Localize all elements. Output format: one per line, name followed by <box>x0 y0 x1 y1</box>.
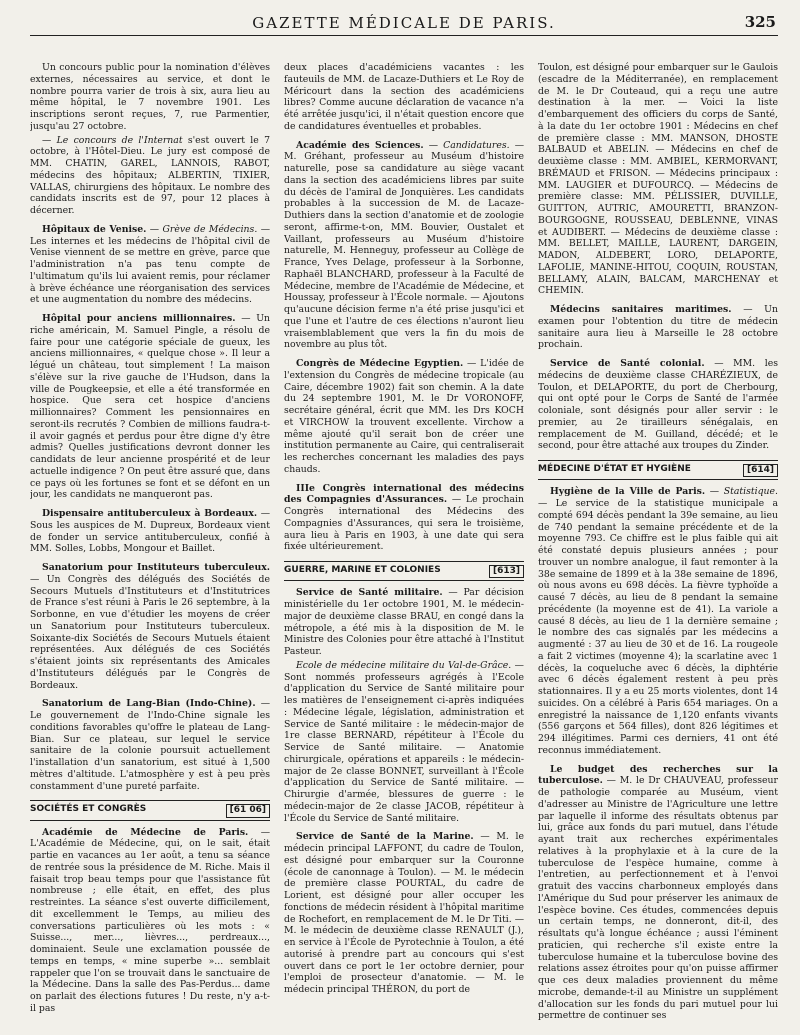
article-paragraph <box>284 660 524 825</box>
article-title: IIIe Congrès international des médecins des Compagnies d'Assurances. <box>284 482 524 506</box>
article-title: Académie des Sciences. <box>296 139 424 151</box>
article <box>30 313 270 501</box>
column-1 <box>30 62 270 1027</box>
article-text: — Le gouvernement de l'Indo-Chine signale les conditions favorables qu'offre le plateau de Lang-Bian. Sur ce plateau, sur lequel le service sanitaire de la colonie poursuit actuellement l'installation d'un sanatorium, est situé à 1,500 mètres d'altitude. L'atmosphère y est à peu près constamment d'une pureté parfaite. <box>30 698 270 792</box>
article-text: — Un examen pour l'obtention du titre de médecin sanitaire aura lieu à Marseille le 28 octobre prochain. <box>538 304 778 351</box>
page-header <box>30 10 778 34</box>
article-title: Service de Santé colonial. <box>550 358 705 369</box>
article <box>284 831 524 996</box>
article-text: — M. Gréhant, professeur au Muséum d'histoire naturelle, pose sa candidature au siège vacant dans la section des académiciens libres par suite du décès de l'amiral de Jonquières. Les candidats probables à la succession de M. de Lacaze-Duthiers dans la section d'anatomie et de zoologie seront, affirme-t-on, MM. Bouvier, Oustalet et Vaillant, professeurs au Muséum d'histoire naturelle, M. Henneguy, professeur au Collège de France, Yves Delage, professeur à la Sorbonne, Raphaël BLANCHARD, professeur à la Faculté de Médecine, membre de l'Académie de Médecine, et Houssay, professeur à l'École normale. — Ajoutons qu'aucune décision ferme n'a été prise jusqu'ici et que l'une et l'autre de ces élections n'auront lieu vraisemblablement que vers la fin du mois de novembre au plus tôt. <box>284 139 524 351</box>
article-text: — MM. les médecins de deuxième classe CHARÉZIEUX, de Toulon, et DELAPORTE, du port de Cherbourg, qui ont opté pour le Corps de Santé de l'armée coloniale, sont désignés pour aller servir : le premier, au 2e tirailleurs sénégalais, en remplacement de M. Guilland, décédé; et le second, pour être attaché aux troupes du Zinder. <box>538 358 778 452</box>
section-title: SOCIÉTÉS ET CONGRÈS <box>30 804 147 815</box>
article-title: Sanatorium de Lang-Bian (Indo-Chine). <box>42 698 256 710</box>
article-paragraph <box>30 135 270 217</box>
article <box>538 486 778 756</box>
section-code: [61 06] <box>226 804 270 817</box>
article-title: Hôpital pour anciens millionnaires. <box>42 313 236 324</box>
article <box>284 483 524 554</box>
article-tag: — Candidatures. <box>423 139 510 151</box>
journal-title: GAZETTE MÉDICALE DE PARIS. <box>252 14 556 32</box>
page-number: 325 <box>744 13 776 31</box>
article-title: Le budget des recherches sur la tuberculose. <box>538 763 778 787</box>
section-title: MÉDECINE D'ÉTAT ET HYGIÈNE <box>538 464 691 474</box>
article <box>538 304 778 351</box>
article-text: — Un Congrès des délégués des Sociétés de Secours Mutuels d'Instituteurs et d'Institutrices de France s'est réuni à Paris le 26 septembre, à la Sorbonne, en vue d'étudier les moyens de créer un Sanatorium pour Instituteurs tuberculeux. Soixante-dix Sociétés de Secours Mutuels étaient représentées. Aux délégués de ces Sociétés s'étaient joints six représentants des Amicales d'Instituteurs délégués par le Congrès de Bordeaux. <box>30 573 270 691</box>
article-title: Médecins sanitaires maritimes. <box>550 304 732 315</box>
article-text: — M. le médecin principal LAFFONT, du cadre de Toulon, est désigné pour embarquer sur la Couronne (école de canonnage à Toulon). — M. le médecin de première classe POURTAL, du cadre de Lorient, est désigné pour aller occuper les fonctions de médecin résident à l'hôpital maritime de Rochefort, en remplacement de M. le Dr Titi. — M. le médecin de deuxième classe RENAULT (J.), en service à l'École de Pyrotechnie à Toulon, a été autorisé à prendre part au concours qui s'est ouvert dans ce port le 1er octobre dernier, pour l'emploi de prosecteur d'anatomie. — M. le médecin principal THÉRON, du port de <box>284 831 524 996</box>
article-text: — Le prochain Congrès international des Médecins des Compagnies d'Assurances, qui sera le troisième, aura lieu à Paris en 1903, à une date qui sera fixée ultérieurement. <box>284 494 524 553</box>
section-code: [614] <box>743 464 778 477</box>
article-tag: Ecole de médecine militaire du Val-de-Grâce. <box>296 659 512 671</box>
article-text: — Par décision ministérielle du 1er octobre 1901, M. le médecin-major de deuxième classe BRAU, en congé dans la métropole, a été mis à la disposition de M. le Ministre des Colonies pour être attaché à l'Institut Pasteur. <box>284 587 524 658</box>
article-paragraph: Toulon, est désigné pour embarquer sur le Gaulois (escadre de la Méditerranée), en remplacement de M. le Dr Couteaud, qui a reçu une autre destination à la mer. — Voici la liste d'embarquement des officiers du corps de Santé, à la date du 1er octobre 1901 : Médecins en chef de première classe : MM. MANSON, DHOSTE BALBAUD et ABELIN. — Médecins en chef de deuxième classe : MM. AMBIEL, KERMORVANT, BRÉMAUD et FRISON. — Médecins principaux : MM. LAUGIER et DUFOURCQ. — Médecins de première classe: MM. PÉLISSIER, DUVILLE, GUITTON, AUTRIC, AMOURETTI, BRANZON-BOURGOGNE, ROUSSEAU, DEBLENNE, VINAS et AUDIBERT. — Médecins de deuxième classe : MM. BELLET, MAILLE, LAURENT, DARGEIN, MADON, ALDEBERT, LORO, DELAPORTE, LAFOLIE, MANINE-HITOU, COQUIN, ROUSTAN, BELLAMY, ALAIN, BALCAM, MARCHENAY et CHEMIN. <box>538 62 778 297</box>
article-text: s'est ouvert le 7 octobre, à l'Hôtel-Dieu. Le jury est composé de MM. CHATIN, GAREL, LANNOIS, RABOT, médecins des hôpitaux; ALBERTIN, TIXIER, VALLAS, chirurgiens des hôpitaux. Le nombre des candidats inscrits est de 97, pour 12 places à décerner. <box>30 134 270 216</box>
article-text: — L'idée de l'extension du Congrès de médecine tropicale (au Caire, décembre 1902) fait son chemin. A la date du 24 septembre 1901, M. le Dr VORONOFF, secrétaire général, écrit que MM. les Drs KOCH et VIRCHOW la trouvent excellente. Virchow a même ajouté qu'il serait bon de créer une institution permanente au Caire, qui centraliserait les recherches concernant les maladies des pays chauds. <box>284 358 524 475</box>
article-title: Congrès de Médecine Egyptien. <box>296 358 464 369</box>
column-3 <box>538 62 778 1027</box>
article-paragraph: Un concours public pour la nomination d'élèves externes, nécessaires au service, et dont le nombre pourra varier de trois à six, aura lieu au même hôpital, le 7 novembre 1901. Les inscriptions seront reçues, 7, rue Parmentier, jusqu'au 27 octobre. <box>30 62 270 132</box>
text-columns <box>30 62 778 1027</box>
article-text: — Un riche américain, M. Samuel Pingle, a résolu de faire pour une catégorie spéciale de gueux, les anciens millionnaires, « quelque chose ». Il leur a légué un château, tout simplement ! La maison s'élève sur la rive gauche de l'Hudson, dans la ville de Pougkeepsie, et elle a été transformée en hospice. Que sera cet hospice d'anciens millionnaires? Comment les pensionnaires en seront-ils recrutés ? Combien de millions faudra-t-il avoir gagnés et perdus pour être digne d'y être admis? Quelles justifications devront donner les candidats de leur ancienne prospérité et de leur actuelle indigence ? On peut être assuré que, dans ce pays où les fortunes se font et se défont en un jour, les candidats ne manqueront pas. <box>30 313 270 501</box>
section-header <box>284 561 524 581</box>
article <box>30 827 270 1015</box>
section-header <box>30 800 270 820</box>
article-text: — Sont nommés professeurs agrégés à l'Ecole d'application du Service de Santé militaire pour les matières de l'enseignement ci-après indiquées : Médecine légale, législation, administration et Service de Santé militaire : le médecin-major de 1re classe BERNARD, répétiteur à l'École du Service de Santé militaire. — Anatomie chirurgicale, opérations et appareils : le médecin-major de 2e classe BONNET, surveillant à l'École d'application du Service de Santé militaire. — Chirurgie d'armée, blessures de guerre : le médecin-major de 2e classe JACOB, répétiteur à l'École du Service de Santé militaire. <box>284 659 524 824</box>
article-paragraph: deux places d'académiciens vacantes : les fauteuils de MM. de Lacaze-Duthiers et Le Roy de Méricourt dans la section des académiciens libres? Comme aucune déclaration de vacance n'a été arrêtée jusqu'ici, il n'était question encore que de candidatures éventuelles et probables. <box>284 62 524 132</box>
section-code: [613] <box>489 565 524 578</box>
article <box>284 140 524 352</box>
header-rule <box>30 35 778 36</box>
article <box>30 562 270 691</box>
article-text: — L'Académie de Médecine, qui, on le sait, était partie en vacances au 1er août, a tenu sa séance de rentrée sous la présidence de M. Riche. Mais il faisait trop beau temps pour que l'assistance fût nombreuse ; elle était, en effet, des plus restreintes. La séance s'est ouverte difficilement, dit excellemment le Temps, au milieu des conversations particulières où les mots : « Suisse..., mer..., lièvres..., perdreaux..., dominaient. Seule une exclamation poussée de temps en temps, « mine superbe »... semblait rappeler que l'on se trouvait dans le sanctuaire de la Médecine. Dans la salle des Pas-Perdus... dame on parlait des élections futures ! Du reste, n'y a-t-il pas <box>30 826 270 1014</box>
article <box>538 764 778 1023</box>
article-text: — Le service de la statistique municipale a compté 694 décès pendant la 39e semaine, au lieu de 740 pendant la semaine précédente et de la moyenne 793. Ce chiffre est le plus faible qui ait été constaté depuis plusieurs années ; pour trouver un nombre analogue, il faut remonter à la 38e semaine de 1899 et à la 38e semaine de 1896, où nous avons eu 698 décès. La fièvre typhoïde a causé 7 décès, au lieu de 8 pendant la semaine précédente (la moyenne est de 41). La variole a causé 8 décès, au lieu de 1 la dernière semaine ; le nombre des cas signalés par les médecins a augmenté : 37 au lieu de 30 et de 16. La rougeole a fait 2 victimes (moyenne 4); la scarlatine avec 1 décès, la coqueluche avec 6 décès, la diphtérie avec 6 décès également restent à peu près stationnaires. Il y a eu 25 morts violentes, dont 14 suicides. On a célébré à Paris 654 mariages. On a enregistré la naissance de 1,120 enfants vivants (556 garçons et 564 filles), dont 826 légitimes et 294 illégitimes. Parmi ces derniers, 41 ont été reconnus immédiatement. <box>538 498 778 756</box>
article-title: Sanatorium pour Instituteurs tuberculeux. <box>42 562 270 573</box>
article <box>30 698 270 792</box>
article <box>30 224 270 306</box>
column-2 <box>284 62 524 1027</box>
section-title: GUERRE, MARINE ET COLONIES <box>284 565 441 575</box>
article <box>284 587 524 658</box>
article <box>538 358 778 452</box>
article <box>284 358 524 476</box>
article <box>30 508 270 555</box>
article-title: Hygiène de la Ville de Paris. <box>550 486 706 498</box>
article-tag: — Grève de Médecins. <box>146 223 258 235</box>
article-text: — Les internes et les médecins de l'hôpital civil de Venise viennent de se mettre en grève, parce que l'administration n'a pas tenu compte de l'ultimatum qu'ils lui avaient remis, pour réclamer à brève échéance une réorganisation des services et une augmentation du nombre des médecins. <box>30 223 270 306</box>
article-title: Dispensaire antituberculeux à Bordeaux. <box>42 508 258 519</box>
article-title: Service de Santé militaire. <box>296 587 443 599</box>
article-tag: — Le concours de l'Internat <box>42 134 183 146</box>
article-text: — Sous les auspices de M. Dupreux, Bordeaux vient de fonder un service antituberculeux, confié à MM. Solles, Lobbs, Mongour et Baillet. <box>30 508 270 555</box>
article-tag: — Statistique. <box>705 486 778 498</box>
article-title: Académie de Médecine de Paris. <box>42 826 249 838</box>
article-title: Service de Santé de la Marine. <box>296 831 474 843</box>
article-title: Hôpitaux de Venise. <box>42 223 147 235</box>
article-text: — M. le Dr CHAUVEAU, professeur de pathologie comparée au Muséum, vient d'adresser au Ministre de l'Agriculture une lettre par laquelle il informe des résultats obtenus par lui, grâce aux fonds du pari mutuel, dans l'étude ayant trait aux recherches expérimentales relatives à la prophylaxie et à la cure de la tuberculose de l'espèce humaine, comme à l'entretien, au perfectionnement et à l'envoi gratuit des vaccins charbonneux employés dans l'Amérique du Sud pour préserver les animaux de l'espèce bovine. Ces études, commencées depuis un certain temps, ne donneront, dit-il, des résultats qu'à longue échéance ; aussi l'éminent praticien, qui recherche s'il existe entre la tuberculose humaine et la tuberculose bovine des relations assez étroites pour qu'on puisse affirmer que ces deux maladies proviennent du même microbe, demande-t-il au Ministre un supplément d'allocation sur les fonds du pari mutuel pour lui permettre de continuer ses <box>538 775 778 1022</box>
section-header <box>538 460 778 480</box>
